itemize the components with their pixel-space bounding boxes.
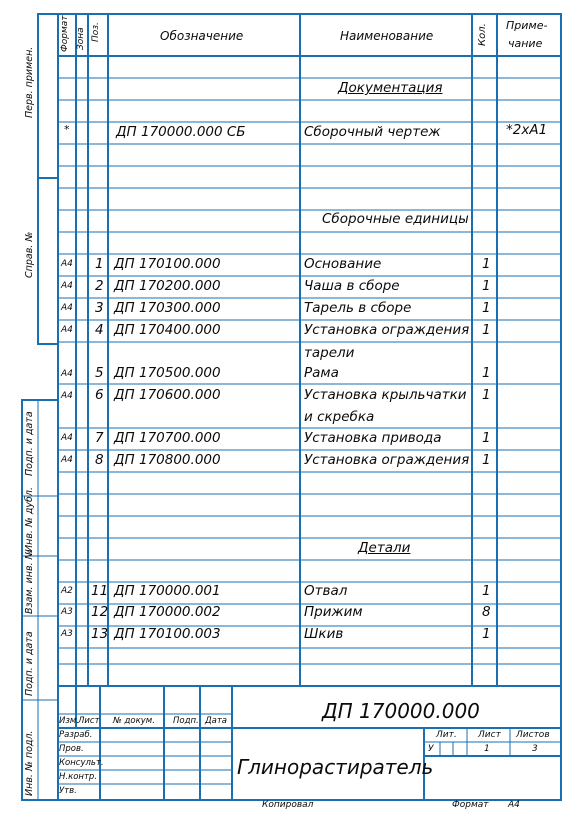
side-label-sign-date-1: Подп. и дата bbox=[24, 411, 35, 476]
row-pos: 13 bbox=[91, 626, 109, 642]
row-pos: 7 bbox=[95, 430, 104, 446]
role-consultant: Консульт. bbox=[59, 758, 104, 768]
row-qty: 1 bbox=[482, 387, 491, 403]
row-format: А4 bbox=[61, 433, 73, 443]
row-qty: 1 bbox=[482, 278, 491, 294]
side-label-first-use: Перв. примен. bbox=[24, 46, 35, 118]
row-format: А4 bbox=[61, 281, 73, 291]
row-pos: 4 bbox=[95, 322, 104, 338]
side-label-dup-inv: Инв. № дубл. bbox=[24, 487, 35, 552]
row-designation: ДП 170300.000 bbox=[114, 300, 221, 316]
row-designation: ДП 170500.000 bbox=[114, 365, 221, 381]
row-qty: 1 bbox=[482, 322, 491, 338]
doc-name: Сборочный чертеж bbox=[304, 124, 441, 140]
row-name: Установка крыльчатки bbox=[304, 387, 467, 403]
row-pos: 8 bbox=[95, 452, 104, 468]
row-name-continued: и скребка bbox=[304, 409, 375, 425]
row-format: А2 bbox=[61, 586, 73, 596]
footer-copied: Копировал bbox=[262, 800, 314, 810]
row-designation: ДП 170200.000 bbox=[114, 278, 221, 294]
row-pos: 5 bbox=[95, 365, 104, 381]
row-designation: ДП 170600.000 bbox=[114, 387, 221, 403]
row-format: А4 bbox=[61, 325, 73, 335]
section-documentation: Документация bbox=[338, 80, 443, 96]
row-name: Установка ограждения bbox=[304, 322, 470, 338]
footer-format-label: Формат bbox=[452, 800, 489, 810]
role-checker: Пров. bbox=[59, 744, 84, 754]
row-name: Установка привода bbox=[304, 430, 442, 446]
row-designation: ДП 170400.000 bbox=[114, 322, 221, 338]
sheet-label: Лист bbox=[478, 730, 501, 740]
row-designation: ДП 170800.000 bbox=[114, 452, 221, 468]
sheets-label: Листов bbox=[516, 730, 550, 740]
row-designation: ДП 170000.001 bbox=[114, 583, 221, 599]
row-pos: 11 bbox=[91, 583, 109, 599]
row-name: Отвал bbox=[304, 583, 348, 599]
header-designation: Обозначение bbox=[160, 29, 244, 43]
section-parts: Детали bbox=[358, 540, 411, 556]
row-pos: 6 bbox=[95, 387, 104, 403]
row-name: Основание bbox=[304, 256, 382, 272]
lit-value: У bbox=[428, 744, 434, 754]
col-list: Лист bbox=[78, 716, 100, 726]
sheets-value: 3 bbox=[532, 744, 538, 754]
header-note-1: Приме- bbox=[506, 19, 548, 32]
header-pos: Поз. bbox=[91, 22, 101, 42]
side-label-sign-date-2: Подп. и дата bbox=[24, 631, 35, 696]
row-name: Тарель в сборе bbox=[304, 300, 412, 316]
row-format: А3 bbox=[61, 629, 73, 639]
row-qty: 1 bbox=[482, 300, 491, 316]
row-format: А4 bbox=[61, 369, 73, 379]
col-date: Дата bbox=[205, 716, 228, 726]
side-label-orig-inv: Инв. № подл. bbox=[24, 730, 35, 796]
sheet-value: 1 bbox=[484, 744, 490, 754]
row-format: А4 bbox=[61, 259, 73, 269]
title-block-designation: ДП 170000.000 bbox=[322, 699, 480, 723]
header-name: Наименование bbox=[340, 29, 434, 43]
row-qty: 8 bbox=[482, 604, 491, 620]
footer-format-value: А4 bbox=[508, 800, 520, 810]
row-format: А4 bbox=[61, 303, 73, 313]
role-developer: Разраб. bbox=[59, 730, 93, 740]
row-name: Чаша в сборе bbox=[304, 278, 400, 294]
doc-designation: ДП 170000.000 СБ bbox=[116, 124, 246, 140]
row-designation: ДП 170100.003 bbox=[114, 626, 221, 642]
row-qty: 1 bbox=[482, 365, 491, 381]
row-qty: 1 bbox=[482, 452, 491, 468]
role-approver: Утв. bbox=[59, 786, 77, 796]
row-name: Рама bbox=[304, 365, 339, 381]
side-label-replace-inv: Взам. инв. № bbox=[24, 549, 35, 614]
row-format: А3 bbox=[61, 607, 73, 617]
row-name: Установка ограждения bbox=[304, 452, 470, 468]
header-note-2: чание bbox=[508, 37, 543, 50]
row-designation: ДП 170700.000 bbox=[114, 430, 221, 446]
row-designation: ДП 170000.002 bbox=[114, 604, 221, 620]
row-qty: 1 bbox=[482, 430, 491, 446]
col-izm: Изм. bbox=[59, 716, 79, 726]
row-format: А4 bbox=[61, 391, 73, 401]
row-pos: 2 bbox=[95, 278, 104, 294]
row-qty: 1 bbox=[482, 256, 491, 272]
section-assembly-units: Сборочные единицы bbox=[322, 211, 469, 227]
doc-note: *2хА1 bbox=[506, 122, 548, 138]
row-pos: 1 bbox=[95, 256, 104, 272]
col-doc: № докум. bbox=[113, 716, 155, 726]
row-name: Шкив bbox=[304, 626, 344, 642]
header-qty: Кол. bbox=[477, 23, 488, 46]
col-sign: Подп. bbox=[173, 716, 199, 726]
row-format: А4 bbox=[61, 455, 73, 465]
title-block-title: Глинорастиратель bbox=[237, 755, 434, 779]
row-qty: 1 bbox=[482, 583, 491, 599]
row-name: Прижим bbox=[304, 604, 363, 620]
row-qty: 1 bbox=[482, 626, 491, 642]
header-zone: Зона bbox=[76, 27, 86, 50]
doc-format: * bbox=[64, 123, 70, 136]
row-pos: 12 bbox=[91, 604, 109, 620]
row-pos: 3 bbox=[95, 300, 104, 316]
row-name-continued: тарели bbox=[304, 345, 355, 361]
side-label-reference: Справ. № bbox=[24, 231, 35, 278]
header-format: Формат bbox=[60, 15, 70, 52]
role-norm-control: Н.контр. bbox=[59, 772, 98, 782]
lit-label: Лит. bbox=[436, 730, 457, 740]
row-designation: ДП 170100.000 bbox=[114, 256, 221, 272]
